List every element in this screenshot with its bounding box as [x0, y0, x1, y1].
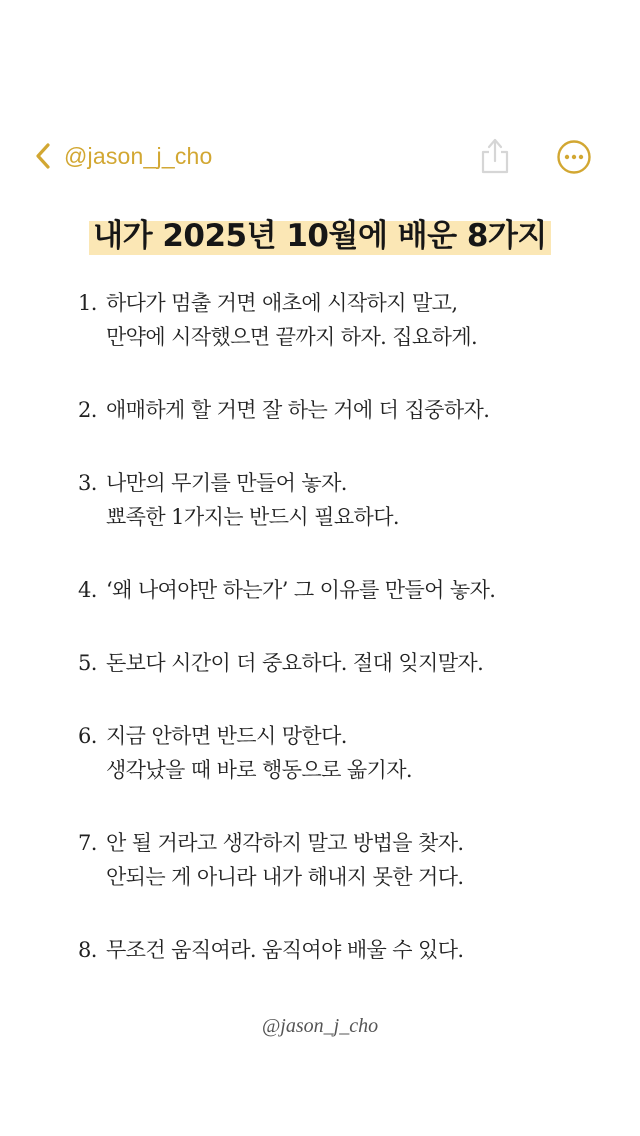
item-text	[106, 826, 618, 894]
item-text	[106, 573, 618, 607]
item-line: 안되는 게 아니라 내가 해내지 못한 거다.	[106, 865, 464, 889]
item-number: 5.	[78, 651, 97, 675]
item-line: 만약에 시작했으면 끝까지 하자. 집요하게.	[106, 325, 478, 349]
back-button[interactable]	[34, 141, 213, 171]
list-item	[78, 573, 618, 607]
item-number: 7.	[78, 831, 97, 855]
item-line: ‘왜 나여야만 하는가’ 그 이유를 만들어 놓자.	[106, 578, 496, 602]
lessons-list	[78, 286, 618, 1006]
item-line: 생각났을 때 바로 행동으로 옮기자.	[106, 758, 412, 782]
item-text	[106, 646, 618, 680]
item-number: 3.	[78, 471, 97, 495]
footer-handle: @jason_j_cho	[261, 1015, 379, 1037]
item-line: 지금 안하면 반드시 망한다.	[106, 724, 347, 748]
item-number: 6.	[78, 724, 97, 748]
item-line: 뾰족한 1가지는 반드시 필요하다.	[106, 505, 399, 529]
more-icon[interactable]	[556, 139, 592, 175]
item-line: 나만의 무기를 만들어 놓자.	[106, 471, 347, 495]
item-line: 안 될 거라고 생각하지 말고 방법을 찾자.	[106, 831, 464, 855]
navigation-bar	[0, 135, 640, 179]
item-line: 무조건 움직여라. 움직여야 배울 수 있다.	[106, 938, 464, 962]
item-text	[106, 933, 618, 967]
list-item	[78, 933, 618, 967]
list-item	[78, 646, 618, 680]
item-number: 1.	[78, 291, 97, 315]
list-item	[78, 393, 618, 427]
item-text	[106, 466, 618, 534]
item-number: 8.	[78, 938, 97, 962]
back-label: @jason_j_cho	[64, 142, 213, 169]
share-icon[interactable]	[478, 135, 512, 175]
title-container	[0, 208, 640, 255]
item-line: 돈보다 시간이 더 중요하다. 절대 잊지말자.	[106, 651, 484, 675]
page-title: 내가 2025년 10월에 배운 8가지	[89, 208, 551, 255]
list-item	[78, 286, 618, 354]
list-item	[78, 826, 618, 894]
item-number: 4.	[78, 578, 97, 602]
chevron-left-icon	[34, 141, 52, 171]
item-number: 2.	[78, 398, 97, 422]
item-line: 애매하게 할 거면 잘 하는 거에 더 집중하자.	[106, 398, 490, 422]
item-text	[106, 286, 618, 354]
item-line: 하다가 멈출 거면 애초에 시작하지 말고,	[106, 291, 458, 315]
list-item	[78, 719, 618, 787]
item-text	[106, 393, 618, 427]
item-text	[106, 719, 618, 787]
list-item	[78, 466, 618, 534]
